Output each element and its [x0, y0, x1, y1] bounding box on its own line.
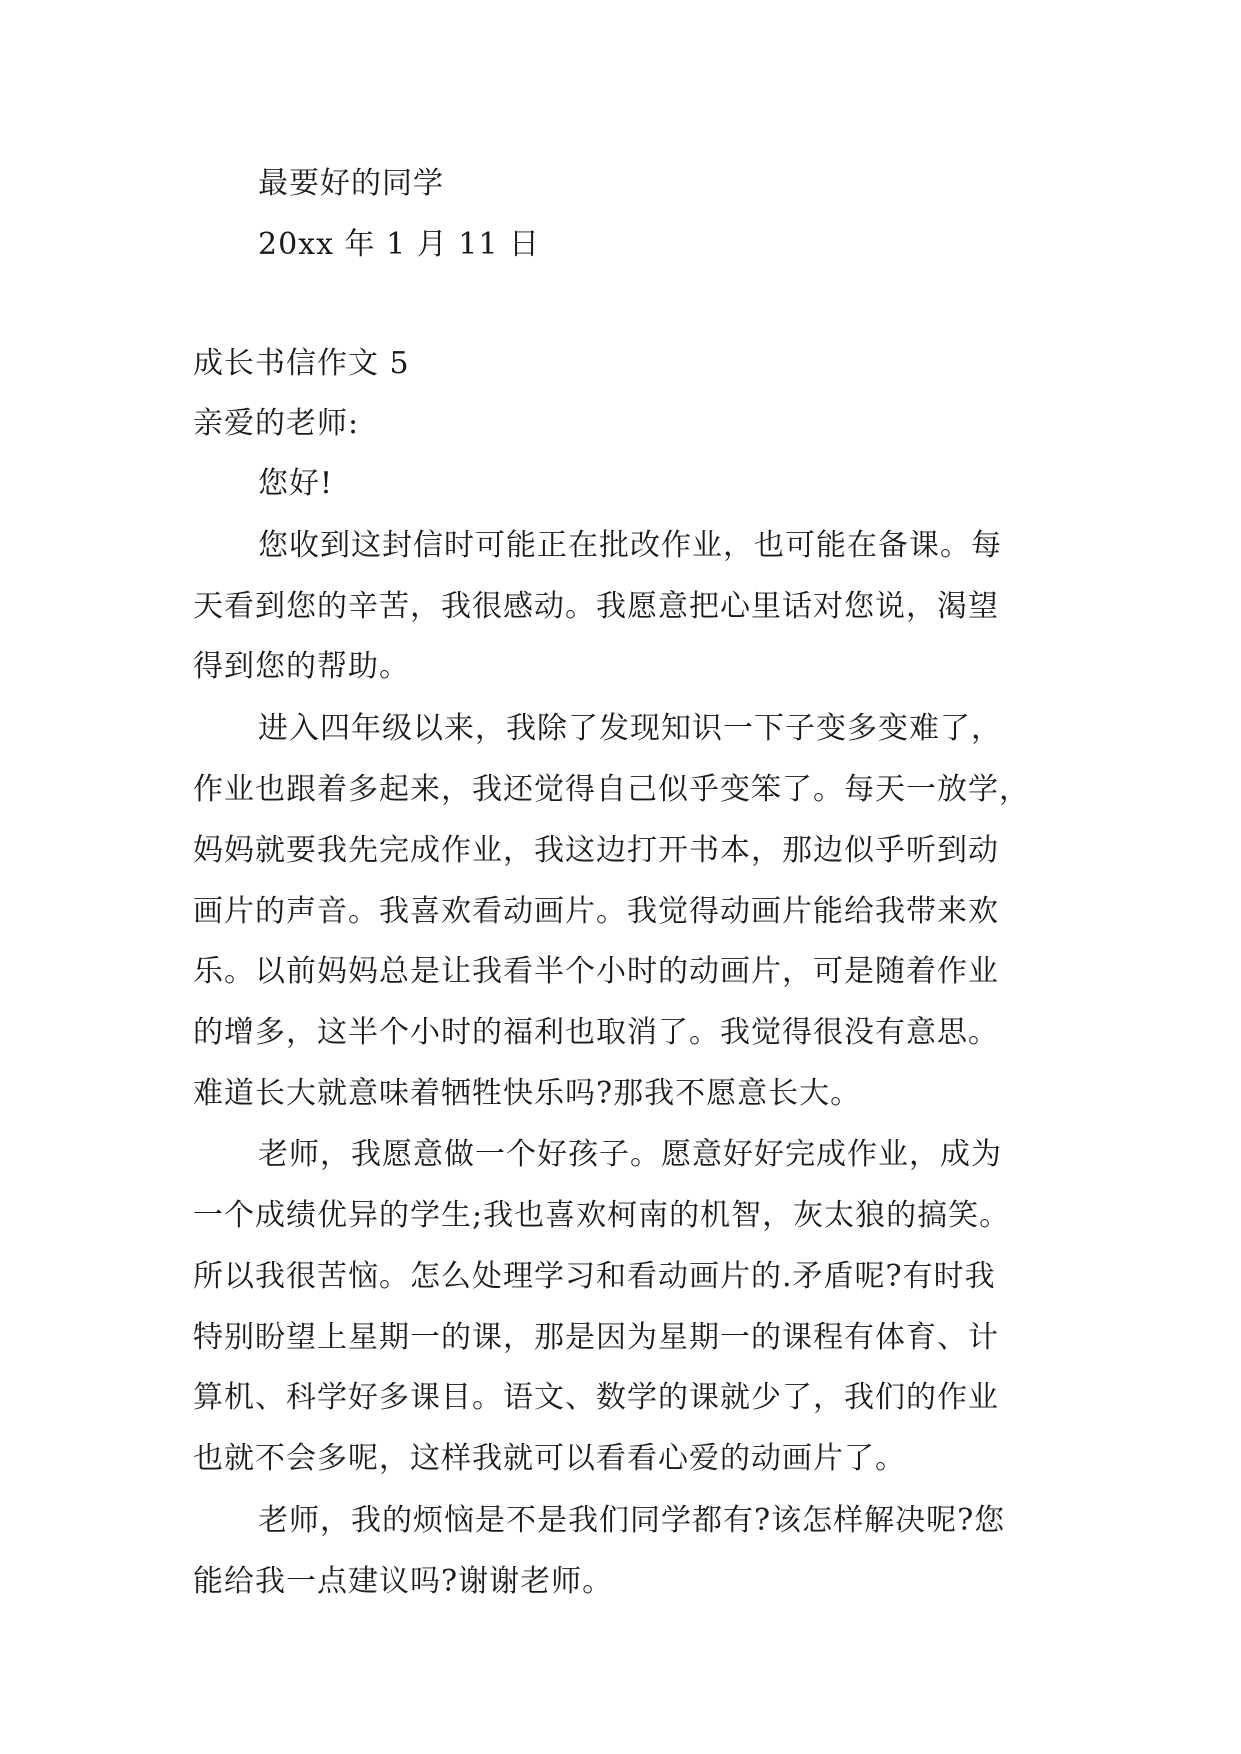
paragraph-line: 妈妈就要我先完成作业，我这边打开书本，那边似乎听到动 [193, 833, 999, 868]
paragraph-line: 老师，我愿意做一个好孩子。愿意好好完成作业，成为 [258, 1137, 1002, 1172]
paragraph-line: 算机、科学好多课目。语文、数学的课就少了，我们的作业 [193, 1380, 999, 1415]
paragraph-line: 的增多，这半个小时的福利也取消了。我觉得很没有意思。 [193, 1015, 999, 1050]
paragraph-line: 也就不会多呢，这样我就可以看看心爱的动画片了。 [193, 1441, 906, 1476]
paragraph-line: 乐。以前妈妈总是让我看半个小时的动画片，可是随着作业 [193, 954, 999, 989]
paragraph-line: 进入四年级以来，我除了发现知识一下子变多变难了， [258, 711, 1002, 746]
paragraph-line: 作业也跟着多起来，我还觉得自己似乎变笨了。每天一放学， [193, 772, 1030, 807]
paragraph-line: 画片的声音。我喜欢看动画片。我觉得动画片能给我带来欢 [193, 894, 999, 929]
paragraph-line: 您收到这封信时可能正在批改作业，也可能在备课。每 [258, 528, 1002, 563]
signature-closing: 最要好的同学 [258, 166, 444, 201]
paragraph-line: 得到您的帮助。 [193, 649, 410, 684]
paragraph-line: 一个成绩优异的学生;我也喜欢柯南的机智，灰太狼的搞笑。 [193, 1198, 1011, 1233]
letter-title: 成长书信作文 5 [193, 346, 410, 381]
letter-greeting: 您好! [258, 466, 334, 501]
signature-date: 20xx 年 1 月 11 日 [258, 227, 540, 262]
paragraph-line: 特别盼望上星期一的课，那是因为星期一的课程有体育、计 [193, 1320, 999, 1355]
paragraph-line: 天看到您的辛苦，我很感动。我愿意把心里话对您说，渴望 [193, 589, 999, 624]
letter-salutation: 亲爱的老师: [193, 406, 360, 441]
paragraph-line: 老师，我的烦恼是不是我们同学都有?该怎样解决呢?您 [258, 1503, 1006, 1538]
paragraph-line: 所以我很苦恼。怎么处理学习和看动画片的.矛盾呢?有时我 [193, 1259, 996, 1294]
paragraph-line: 能给我一点建议吗?谢谢老师。 [193, 1564, 614, 1599]
paragraph-line: 难道长大就意味着牺牲快乐吗?那我不愿意长大。 [193, 1076, 862, 1111]
